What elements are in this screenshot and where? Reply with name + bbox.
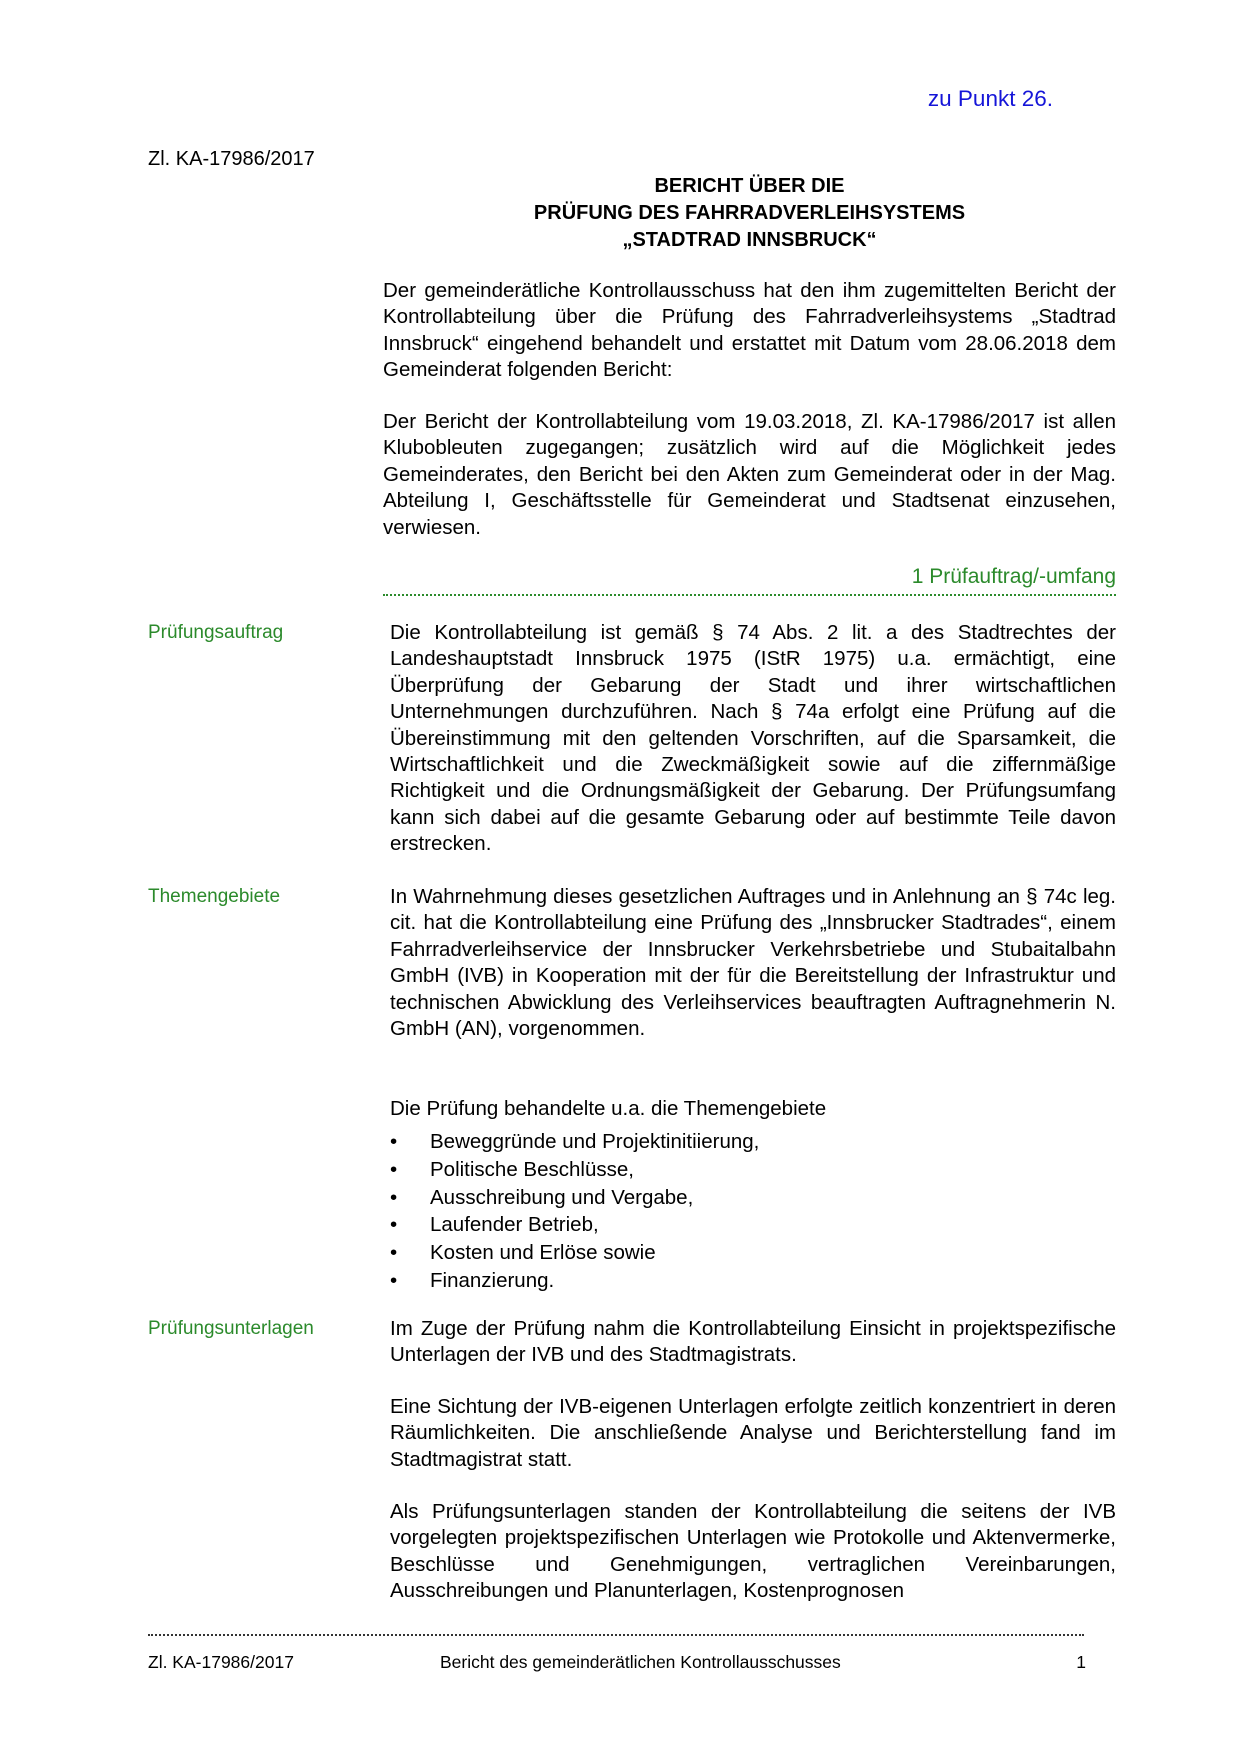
title-line-3: „STADTRAD INNSBRUCK“ bbox=[622, 229, 877, 251]
list-item: • Finanzierung. bbox=[390, 1267, 1116, 1295]
intro-paragraph-1: Der gemeinderätliche Kontrollausschuss hat den ihm zugemittelten Bericht der Kontrollabteilung über die Prüfung des Fahrradverleihsystems „Stadtrad Innsbruck“ eingehend behandelt und erstattet mit Datum vom 28.06.2018 dem Gemeinderat folgenden Bericht: bbox=[383, 279, 1116, 382]
paragraph-unterlagen-1: Im Zuge der Prüfung nahm die Kontrollabteilung Einsicht in projektspezifische Unterlagen der IVB und des Stadtmagistrats. bbox=[390, 1317, 1116, 1367]
themengebiete-intro: Die Prüfung behandelte u.a. die Themengebiete bbox=[390, 1097, 827, 1120]
side-label-themengebiete: Themengebiete bbox=[148, 886, 281, 907]
list-item: • Kosten und Erlöse sowie bbox=[390, 1239, 1116, 1267]
footer-report-title: Bericht des gemeinderätlichen Kontrollausschusses bbox=[440, 1652, 841, 1672]
list-item: • Ausschreibung und Vergabe, bbox=[390, 1184, 1116, 1212]
paragraph-themengebiete: In Wahrnehmung dieses gesetzlichen Auftrages und in Anlehnung an § 74c leg. cit. hat die Kontrollabteilung eine Prüfung des „Innsbrucker Stadtrades“, einem Fahrradverleihservice der Innsbrucker Verkehrsbetriebe und Stubaitalbahn GmbH (IVB) in Kooperation mit der für die Bereitstellung der Infrastruktur und technischen Abwicklung des Verleihservices beauftragten Auftragnehmerin N. GmbH (AN), vorgenommen. bbox=[390, 885, 1116, 1041]
list-item: • Laufender Betrieb, bbox=[390, 1211, 1116, 1239]
file-reference: Zl. KA-17986/2017 bbox=[148, 148, 315, 170]
title-line-1: BERICHT ÜBER DIE bbox=[654, 175, 845, 197]
footer-file-reference: Zl. KA-17986/2017 bbox=[148, 1652, 294, 1672]
list-item: • Politische Beschlüsse, bbox=[390, 1156, 1116, 1184]
side-label-pruefungsauftrag: Prüfungsauftrag bbox=[148, 622, 284, 643]
section-divider bbox=[383, 594, 1116, 596]
footer-divider bbox=[148, 1634, 1084, 1636]
report-title bbox=[383, 173, 1116, 254]
agenda-point-reference: zu Punkt 26. bbox=[927, 86, 1053, 111]
title-line-2: PRÜFUNG DES FAHRRADVERLEIHSYSTEMS bbox=[533, 202, 966, 224]
paragraph-pruefungsauftrag: Die Kontrollabteilung ist gemäß § 74 Abs. 2 lit. a des Stadtrechtes der Landeshauptstadt Innsbruck 1975 (IStR 1975) u.a. ermächtigt, eine Überprüfung der Gebarung der Stadt und ihrer wirtschaftlichen Unternehmungen durchzuführen. Nach § 74a erfolgt eine Prüfung auf die Übereinstimmung mit den geltenden Vorschriften, auf die Sparsamkeit, die Wirtschaftlichkeit und die Zweckmäßigkeit sowie auf die ziffernmäßige Richtigkeit und die Ordnungsmäßigkeit der Gebarung. Der Prüfungsumfang kann sich dabei auf die gesamte Gebarung oder auf bestimmte Teile davon erstrecken. bbox=[390, 621, 1116, 856]
list-item: • Beweggründe und Projektinitiierung, bbox=[390, 1128, 1116, 1156]
section-heading: 1 Prüfauftrag/-umfang bbox=[911, 565, 1116, 588]
page-number: 1 bbox=[1076, 1652, 1086, 1672]
intro-paragraph-2: Der Bericht der Kontrollabteilung vom 19.03.2018, Zl. KA-17986/2017 ist allen Klubobleuten zugegangen; zusätzlich wird auf die Möglichkeit jedes Gemeinderates, den Bericht bei den Akten zum Gemeinderat oder in der Mag. Abteilung I, Geschäftsstelle für Gemeinderat und Stadtsenat einzusehen, verwiesen. bbox=[383, 410, 1116, 539]
themengebiete-list bbox=[390, 1128, 1116, 1295]
paragraph-unterlagen-3: Als Prüfungsunterlagen standen der Kontrollabteilung die seitens der IVB vorgelegten projektspezifischen Unterlagen wie Protokolle und Aktenvermerke, Beschlüsse und Genehmigungen, vertraglichen Vereinbarungen, Ausschreibungen und Planunterlagen, Kostenprognosen bbox=[390, 1500, 1116, 1603]
side-label-pruefungsunterlagen: Prüfungsunterlagen bbox=[148, 1318, 314, 1339]
paragraph-unterlagen-2: Eine Sichtung der IVB-eigenen Unterlagen erfolgte zeitlich konzentriert in deren Räumlichkeiten. Die anschließende Analyse und Berichterstellung fand im Stadtmagistrat statt. bbox=[390, 1395, 1116, 1471]
